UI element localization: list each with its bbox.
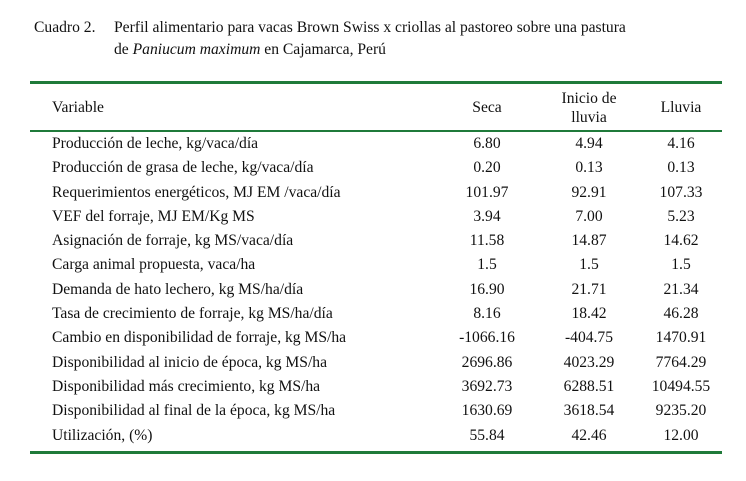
caption-line2-prefix: de xyxy=(114,41,133,58)
row-value-lluvia: 9235.20 xyxy=(655,402,707,420)
row-value-inicio: -404.75 xyxy=(564,329,614,347)
header-inicio-lluvia xyxy=(540,89,638,127)
row-value-inicio: 0.13 xyxy=(575,159,603,177)
table-top-rule xyxy=(30,81,722,84)
table-row xyxy=(0,303,746,327)
row-value-lluvia: 10494.55 xyxy=(651,377,711,395)
table-row xyxy=(0,327,746,351)
row-value-lluvia: 0.13 xyxy=(667,159,695,177)
row-variable: Requerimientos energéticos, MJ EM /vaca/día xyxy=(52,183,341,201)
row-variable: Disponibilidad al final de la época, kg MS/ha xyxy=(52,402,336,420)
table-row xyxy=(0,157,746,181)
row-value-seca: 16.90 xyxy=(469,280,505,298)
row-value-lluvia: 46.28 xyxy=(663,305,699,323)
row-variable: Demanda de hato lechero, kg MS/ha/día xyxy=(52,280,304,298)
table-row xyxy=(0,206,746,230)
row-value-seca: -1066.16 xyxy=(459,329,515,347)
caption-label: Cuadro 2. xyxy=(34,19,96,36)
row-value-lluvia: 21.34 xyxy=(663,280,699,298)
caption-title-line2 xyxy=(114,39,386,61)
table-row xyxy=(0,230,746,254)
caption-line2-suffix: en Cajamarca, Perú xyxy=(260,41,386,58)
row-value-lluvia: 1.5 xyxy=(671,256,691,274)
row-value-inicio: 4.94 xyxy=(575,135,603,152)
row-value-lluvia: 14.62 xyxy=(663,232,699,250)
row-value-lluvia: 1470.91 xyxy=(655,329,707,347)
table-row xyxy=(0,376,746,400)
header-inicio-line2: lluvia xyxy=(571,109,607,126)
row-value-inicio: 3618.54 xyxy=(563,402,615,420)
caption-species-name: Paniucum maximum xyxy=(132,41,261,58)
row-value-inicio: 21.71 xyxy=(571,280,607,298)
header-seca: Seca xyxy=(472,99,502,116)
row-value-inicio: 18.42 xyxy=(571,305,607,323)
row-value-seca: 1.5 xyxy=(477,256,497,274)
table-header-rule xyxy=(30,130,722,132)
row-value-lluvia: 12.00 xyxy=(663,426,699,444)
table-row xyxy=(0,279,746,303)
row-value-seca: 101.97 xyxy=(465,183,509,201)
header-variable: Variable xyxy=(52,99,104,116)
row-value-inicio: 14.87 xyxy=(571,232,607,250)
table-row xyxy=(0,254,746,278)
row-variable: Producción de leche, kg/vaca/día xyxy=(52,135,259,152)
row-value-inicio: 7.00 xyxy=(575,207,603,225)
row-variable: Carga animal propuesta, vaca/ha xyxy=(52,256,256,274)
row-value-inicio: 4023.29 xyxy=(563,353,615,371)
table-body xyxy=(0,133,746,449)
table-row xyxy=(0,182,746,206)
table-row xyxy=(0,400,746,424)
row-value-inicio: 42.46 xyxy=(571,426,607,444)
row-variable: Disponibilidad más crecimiento, kg MS/ha xyxy=(52,377,321,395)
row-value-inicio: 1.5 xyxy=(579,256,599,274)
row-variable: Cambio en disponibilidad de forraje, kg MS/ha xyxy=(52,329,347,347)
row-value-seca: 3692.73 xyxy=(461,377,513,395)
row-value-lluvia: 107.33 xyxy=(659,183,703,201)
table-row xyxy=(0,352,746,376)
row-value-inicio: 6288.51 xyxy=(563,377,615,395)
row-variable: VEF del forraje, MJ EM/Kg MS xyxy=(52,207,255,225)
row-variable: Disponibilidad al inicio de época, kg MS/ha xyxy=(52,353,328,371)
row-value-seca: 0.20 xyxy=(473,159,501,177)
row-value-seca: 1630.69 xyxy=(461,402,513,420)
table-row xyxy=(0,133,746,157)
row-value-seca: 6.80 xyxy=(473,135,501,152)
row-value-lluvia: 4.16 xyxy=(667,135,695,152)
table-row xyxy=(0,425,746,449)
row-value-inicio: 92.91 xyxy=(571,183,607,201)
row-variable: Utilización, (%) xyxy=(52,426,153,444)
header-inicio-line1: Inicio de xyxy=(561,90,617,107)
row-variable: Tasa de crecimiento de forraje, kg MS/ha/día xyxy=(52,305,333,323)
row-value-seca: 8.16 xyxy=(473,305,501,323)
header-lluvia: Lluvia xyxy=(660,99,702,116)
row-value-seca: 11.58 xyxy=(469,232,505,250)
table-bottom-rule xyxy=(30,451,722,454)
row-value-seca: 55.84 xyxy=(469,426,505,444)
row-value-lluvia: 5.23 xyxy=(667,207,695,225)
row-value-lluvia: 7764.29 xyxy=(655,353,707,371)
caption-title-line1: Perfil alimentario para vacas Brown Swiss x criollas al pastoreo sobre una pastura xyxy=(114,19,626,36)
row-variable: Asignación de forraje, kg MS/vaca/día xyxy=(52,232,294,250)
row-variable: Producción de grasa de leche, kg/vaca/día xyxy=(52,159,314,177)
row-value-seca: 3.94 xyxy=(473,207,501,225)
row-value-seca: 2696.86 xyxy=(461,353,513,371)
